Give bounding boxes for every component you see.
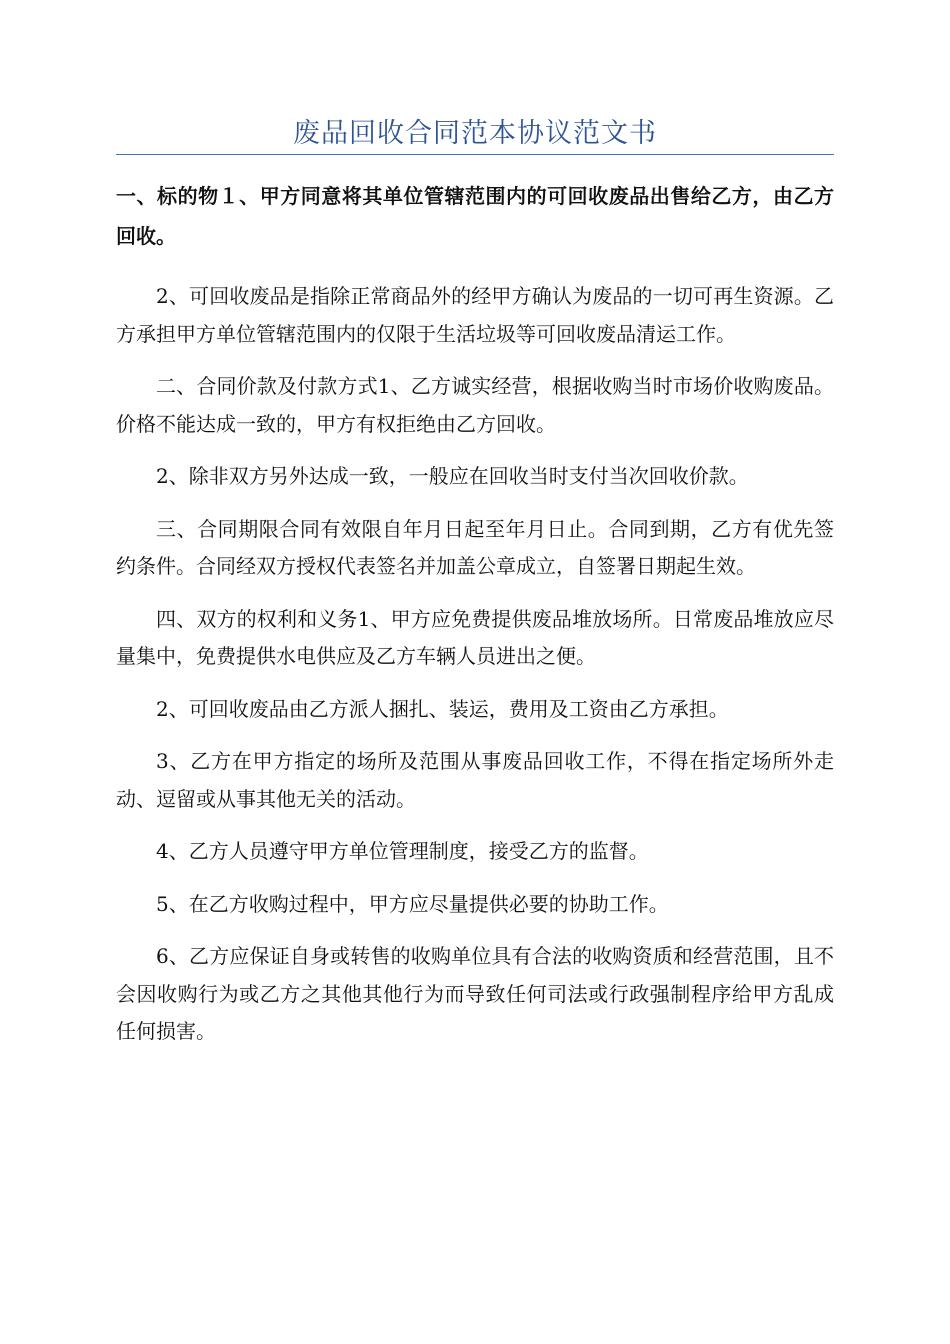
paragraph: 四、双方的权利和义务1、甲方应免费提供废品堆放场所。日常废品堆放应尽量集中，免费提供水电供应及乙方车辆人员进出之便。 <box>116 606 834 668</box>
paragraph: 2、除非双方另外达成一致，一般应在回收当时支付当次回收价款。 <box>156 464 749 488</box>
title-underline <box>116 154 834 155</box>
document-title: 废品回收合同范本协议范文书 <box>293 118 657 149</box>
paragraph: 三、合同期限合同有效限自年月日起至年月日止。合同到期，乙方有优先签约条件。合同经双方授权代表签名并加盖公章成立，自签署日期起生效。 <box>116 516 834 578</box>
paragraph: 5、在乙方收购过程中，甲方应尽量提供必要的协助工作。 <box>156 891 669 916</box>
paragraph: 2、可回收废品由乙方派人捆扎、装运，费用及工资由乙方承担。 <box>156 696 729 721</box>
document-body <box>116 176 834 1051</box>
paragraph-heading-1: 一、标的物１、甲方同意将其单位管辖范围内的可回收废品出售给乙方，由乙方回收。 <box>116 184 834 248</box>
paragraph: 4、乙方人员遵守甲方单位管理制度，接受乙方的监督。 <box>156 839 649 863</box>
paragraph: 二、合同价款及付款方式1、乙方诚实经营，根据收购当时市场价收购废品。价格不能达成一致的，甲方有权拒绝由乙方回收。 <box>116 374 834 436</box>
paragraph: 6、乙方应保证自身或转售的收购单位具有合法的收购资质和经营范围，且不会因收购行为或乙方之其他其他行为而导致任何司法或行政强制程序给甲方乱成任何损害。 <box>116 944 834 1043</box>
paragraph: 3、乙方在甲方指定的场所及范围从事废品回收工作，不得在指定场所外走动、逗留或从事其他无关的活动。 <box>116 749 834 811</box>
paragraph: 2、可回收废品是指除正常商品外的经甲方确认为废品的一切可再生资源。乙方承担甲方单位管辖范围内的仅限于生活垃圾等可回收废品清运工作。 <box>116 284 834 346</box>
